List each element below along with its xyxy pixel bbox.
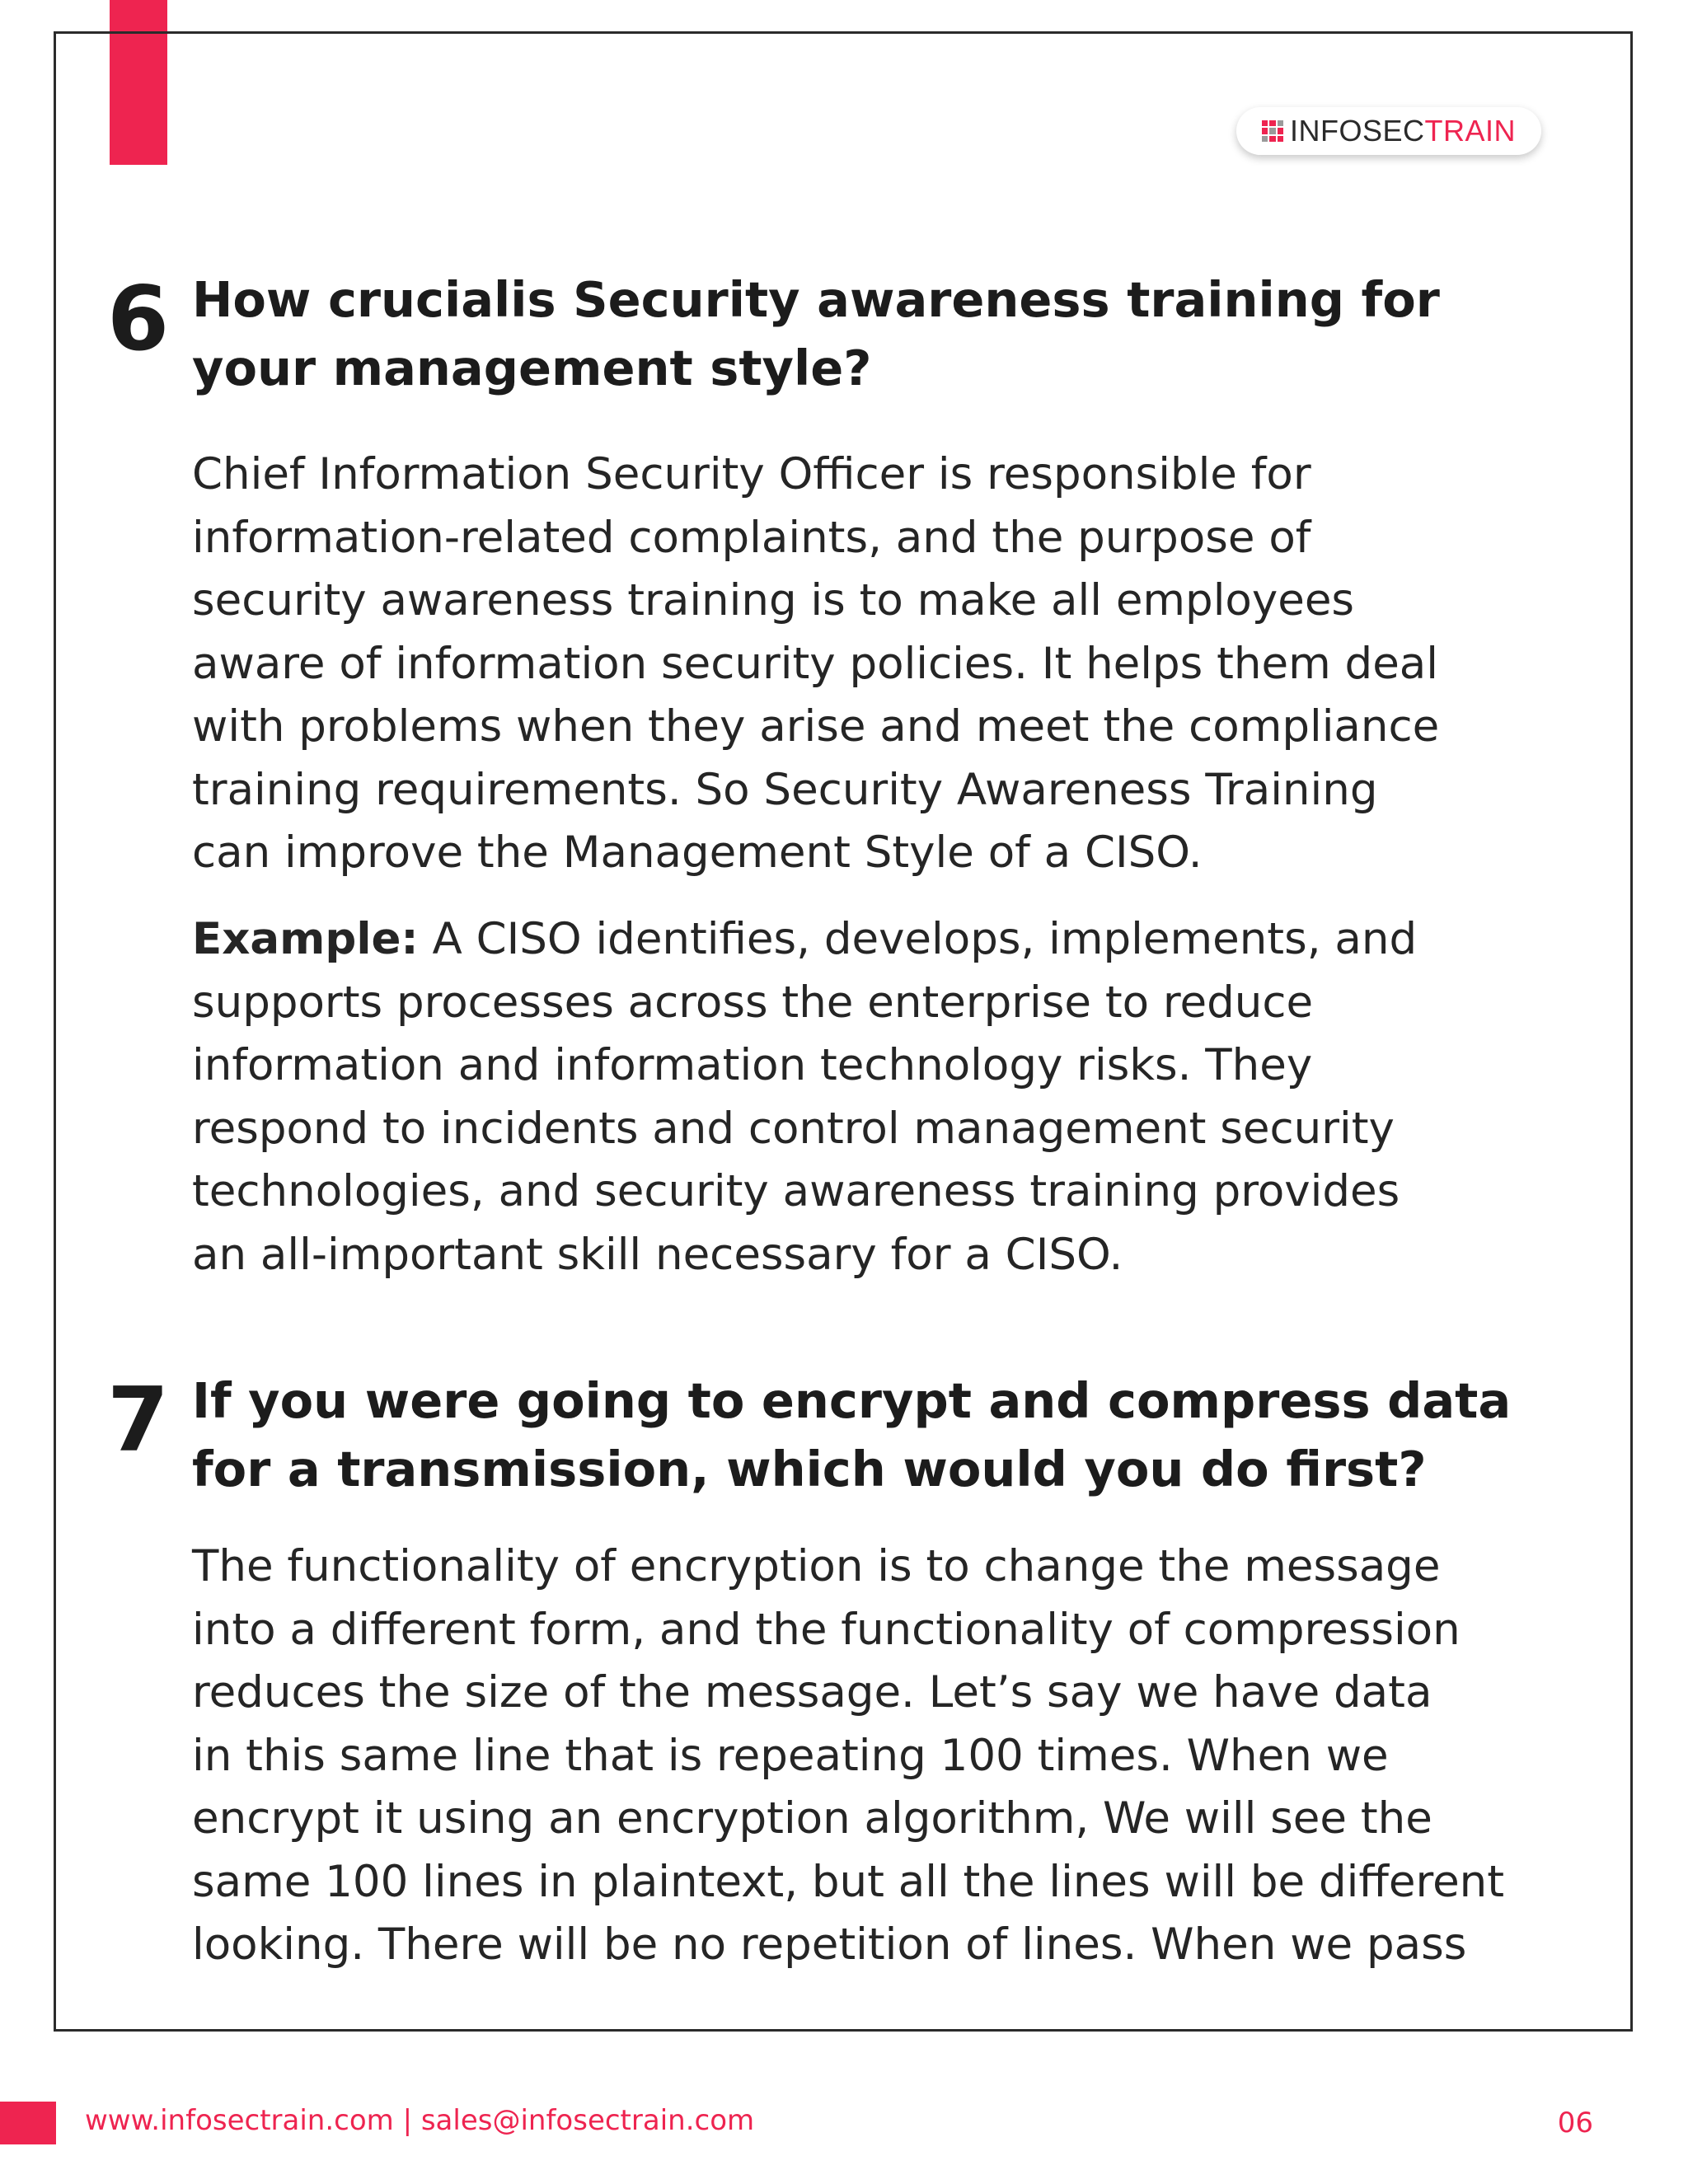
answer-line: same 100 lines in plaintext, but all the lines will be different bbox=[192, 1856, 1505, 1907]
question-title-line: for a transmission, which would you do first? bbox=[192, 1441, 1427, 1497]
logo-text-red: TRAIN bbox=[1424, 114, 1516, 148]
answer-line: training requirements. So Security Awareness Training bbox=[192, 764, 1378, 815]
example-line: respond to incidents and control management security bbox=[192, 1103, 1395, 1154]
answer-line: encrypt it using an encryption algorithm, We will see the bbox=[192, 1793, 1432, 1844]
answer-line: looking. There will be no repetition of lines. When we pass bbox=[192, 1919, 1467, 1970]
answer-line: The functionality of encryption is to change the message bbox=[192, 1541, 1441, 1591]
logo-wordmark bbox=[1290, 114, 1516, 148]
footer-accent-square bbox=[0, 2102, 56, 2144]
answer-line: security awareness training is to make all employees bbox=[192, 575, 1355, 626]
answer-line: can improve the Management Style of a CISO. bbox=[192, 827, 1203, 878]
answer-line: information-related complaints, and the purpose of bbox=[192, 512, 1311, 563]
answer-line: aware of information security policies. It helps them deal bbox=[192, 638, 1439, 689]
question-title bbox=[192, 265, 1560, 402]
example-line: A CISO identifies, develops, implements, and bbox=[432, 914, 1418, 964]
footer-contact-links[interactable]: www.infosectrain.com | sales@infosectrain.com bbox=[85, 2104, 755, 2137]
question-number: 7 bbox=[107, 1369, 170, 1472]
question-title bbox=[192, 1366, 1560, 1503]
answer-paragraph bbox=[192, 443, 1544, 885]
question-number: 6 bbox=[107, 268, 170, 371]
example-line: an all-important skill necessary for a CISO. bbox=[192, 1229, 1123, 1280]
logo-grid-icon bbox=[1262, 120, 1283, 142]
logo-text-dark: INFOSEC bbox=[1289, 114, 1425, 148]
example-line: technologies, and security awareness training provides bbox=[192, 1166, 1400, 1216]
question-title-line: How crucialis Security awareness training for bbox=[192, 271, 1440, 328]
infosectrain-logo bbox=[1236, 107, 1541, 155]
question-title-line: If you were going to encrypt and compress data bbox=[192, 1372, 1512, 1429]
answer-line: into a different form, and the functionality of compression bbox=[192, 1604, 1461, 1655]
page-number: 06 bbox=[1557, 2107, 1593, 2139]
answer-line: Chief Information Security Officer is responsible for bbox=[192, 449, 1311, 499]
answer-line: reduces the size of the message. Let’s say we have data bbox=[192, 1667, 1432, 1718]
answer-line: in this same line that is repeating 100 times. When we bbox=[192, 1730, 1389, 1781]
example-paragraph bbox=[192, 908, 1544, 1286]
example-line: supports processes across the enterprise to reduce bbox=[192, 977, 1314, 1028]
example-line: information and information technology risks. They bbox=[192, 1040, 1313, 1090]
answer-line: with problems when they arise and meet the compliance bbox=[192, 701, 1440, 752]
example-label: Example: bbox=[192, 914, 419, 964]
question-title-line: your management style? bbox=[192, 340, 872, 396]
answer-paragraph bbox=[192, 1535, 1544, 1977]
